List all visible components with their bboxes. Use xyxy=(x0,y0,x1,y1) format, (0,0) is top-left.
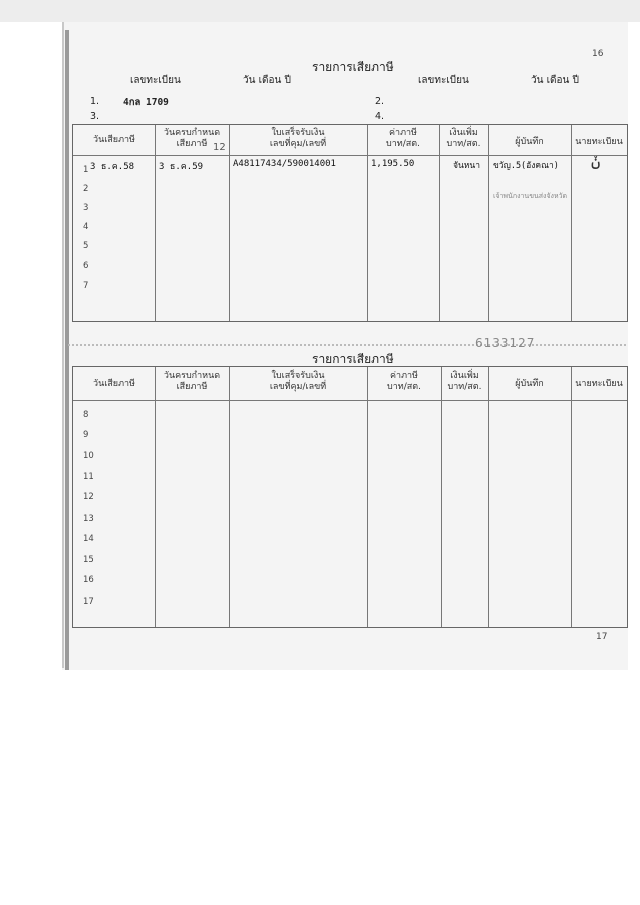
col-header-registrar: นายทะเบียน xyxy=(575,379,623,389)
row-number: 11 xyxy=(83,472,94,482)
reg-num-1: 1. xyxy=(90,96,100,107)
row1-receipt: A48117434/590014001 xyxy=(233,159,336,169)
col-header-tax: ค่าภาษี บาท/สต. xyxy=(386,128,420,149)
col-header-surcharge: เงินเพิ่ม บาท/สต. xyxy=(447,371,482,392)
col-header-registrar: นายทะเบียน xyxy=(575,137,623,147)
reg-num-3: 3. xyxy=(90,111,100,122)
row1-due-date: 3 ธ.ค.59 xyxy=(159,162,204,172)
sheet-edge xyxy=(62,22,64,668)
col-header-recorder: ผู้บันทึก xyxy=(515,137,544,147)
row-number: 15 xyxy=(83,555,94,565)
col-header-surcharge: เงินเพิ่ม บาท/สต. xyxy=(446,128,481,149)
col-header-pay-date: วันเสียภาษี xyxy=(93,135,135,145)
serial-number: 6133127 xyxy=(475,336,536,350)
section-title-bottom: รายการเสียภาษี xyxy=(312,352,394,366)
col-header-pay-date: วันเสียภาษี xyxy=(93,379,135,389)
row-number: 14 xyxy=(83,534,94,544)
row-number: 4 xyxy=(83,222,89,232)
row1-recorder: ขวัญ.5(อังคณา) xyxy=(493,161,559,171)
col-header-receipt: ใบเสร็จรับเงิน เลขที่คุม/เลขที่ xyxy=(269,128,327,149)
col-header-recorder: ผู้บันทึก xyxy=(515,379,544,389)
row-number: 9 xyxy=(83,430,89,440)
page-number-bottom: 17 xyxy=(596,632,608,642)
binding-edge xyxy=(65,30,69,670)
row1-surcharge: จันหนา xyxy=(453,161,480,171)
tax-table-bottom xyxy=(72,366,628,628)
row-number: 6 xyxy=(83,261,89,271)
tax-table-top xyxy=(72,124,628,322)
reg-value-1: 4กล 1709 xyxy=(123,97,169,108)
col-header-due-date: วันครบกำหนด เสียภาษี xyxy=(163,371,221,392)
tear-line xyxy=(68,344,626,346)
row-number: 8 xyxy=(83,410,89,420)
row-number: 16 xyxy=(83,575,94,585)
row-number: 17 xyxy=(83,597,94,607)
reg-num-2: 2. xyxy=(375,96,385,107)
col-header-due-date: วันครบกำหนด เสียภาษี xyxy=(163,128,221,149)
section-title-top: รายการเสียภาษี xyxy=(312,60,394,74)
row-number: 5 xyxy=(83,241,89,251)
page-number-top: 16 xyxy=(592,49,604,59)
official-stamp: เจ้าพนักงานขนส่งจังหวัด xyxy=(493,192,568,200)
row-number: 13 xyxy=(83,514,94,524)
row-number: 2 xyxy=(83,184,89,194)
reg-label-right: เลขทะเบียน xyxy=(418,75,469,86)
date-label-left: วัน เดือน ปี xyxy=(243,75,291,86)
date-label-right: วัน เดือน ปี xyxy=(531,75,579,86)
registrar-signature: ݩ xyxy=(591,151,601,170)
scan-top-shadow xyxy=(0,0,640,22)
reg-num-4: 4. xyxy=(375,111,385,122)
row-number: 1 xyxy=(83,165,89,175)
handwritten-mark: 12 xyxy=(213,142,226,153)
row-number: 12 xyxy=(83,492,94,502)
col-header-tax: ค่าภาษี บาท/สต. xyxy=(387,371,421,392)
row-number: 3 xyxy=(83,203,89,213)
row1-pay-date: 3 ธ.ค.58 xyxy=(90,162,135,172)
row-number: 7 xyxy=(83,281,89,291)
row1-tax: 1,195.50 xyxy=(371,159,415,169)
reg-label-left: เลขทะเบียน xyxy=(130,75,181,86)
col-header-receipt: ใบเสร็จรับเงิน เลขที่คุม/เลขที่ xyxy=(269,371,327,392)
row-number: 10 xyxy=(83,451,94,461)
